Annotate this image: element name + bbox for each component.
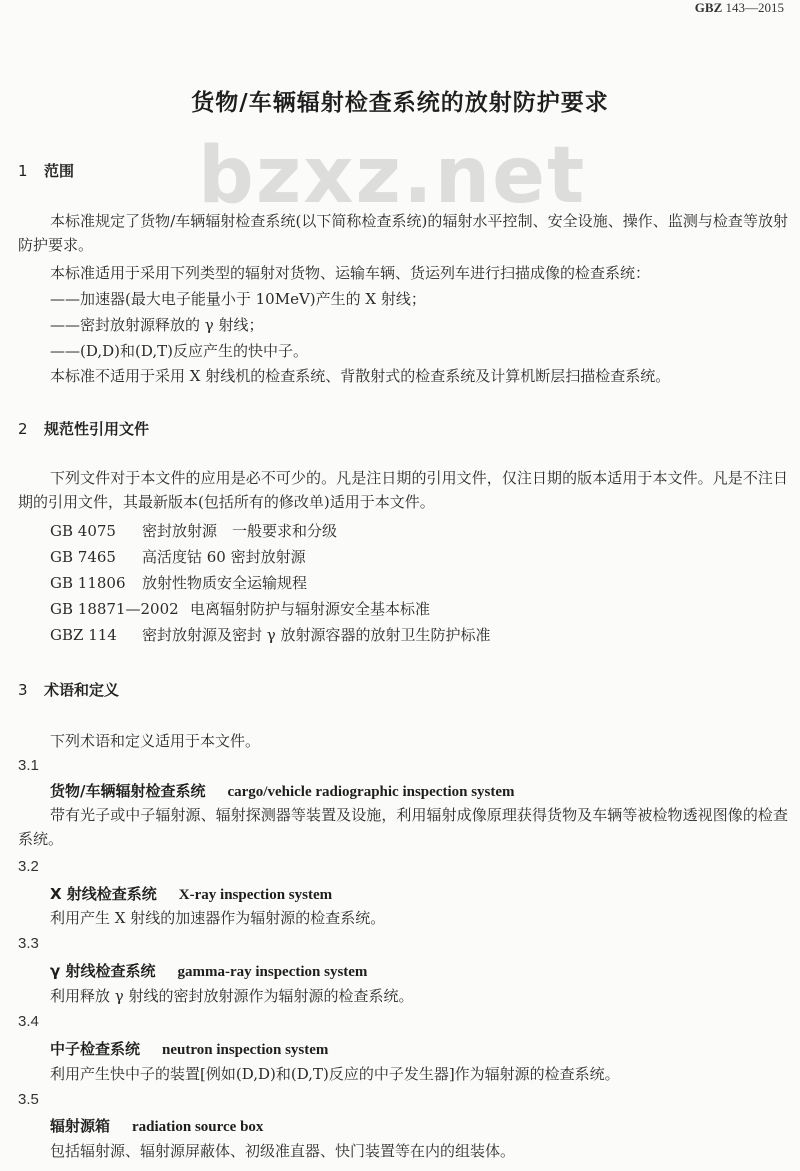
- term-number: 3.3: [18, 935, 39, 952]
- reference-item: [50, 625, 491, 645]
- section-1-heading: [18, 160, 74, 181]
- term-english: neutron inspection system: [162, 1042, 329, 1058]
- term-heading: [50, 960, 367, 981]
- term-definition: 利用产生 X 射线的加速器作为辐射源的检查系统。: [50, 909, 386, 927]
- term-heading: [50, 1038, 328, 1059]
- term-number: 3.4: [18, 1013, 39, 1030]
- term-heading: [50, 883, 332, 904]
- section-title: 规范性引用文件: [44, 420, 150, 438]
- reference-item: [50, 573, 307, 593]
- term-heading: [50, 1115, 263, 1136]
- list-item: ——加速器(最大电子能量小于 10MeV)产生的 X 射线；: [50, 290, 426, 308]
- section-title: 范围: [44, 162, 75, 180]
- term-number: 3.1: [18, 757, 39, 774]
- term-chinese: 中子检查系统: [50, 1040, 141, 1058]
- term-definition: 包括辐射源、辐射源屏蔽体、初级准直器、快门装置等在内的组装体。: [50, 1142, 516, 1160]
- list-item: ——密封放射源释放的 γ 射线；: [50, 316, 264, 334]
- term-definition: 带有光子或中子辐射源、辐射探测器等装置及设施，利用辐射成像原理获得货物及车辆等被检物透视图像的检查系统。: [18, 806, 788, 848]
- reference-item: [50, 599, 430, 619]
- section-number: 3: [18, 681, 28, 699]
- reference-title: 电离辐射防护与辐射源安全基本标准: [190, 600, 431, 618]
- term-heading: [50, 780, 515, 801]
- reference-item: [50, 547, 306, 567]
- section-number: 2: [18, 420, 28, 438]
- term-number: 3.5: [18, 1091, 39, 1108]
- term-english: gamma-ray inspection system: [177, 964, 368, 980]
- term-chinese: X 射线检查系统: [50, 885, 157, 903]
- section-number: 1: [18, 162, 28, 180]
- standard-code: [695, 0, 784, 16]
- reference-code: GB 4075: [50, 522, 116, 540]
- standard-code-number: 143—2015: [725, 0, 784, 15]
- list-item: ——(D,D)和(D,T)反应产生的快中子。: [50, 342, 308, 360]
- term-definition: 利用产生快中子的装置[例如(D,D)和(D,T)反应的中子发生器]作为辐射源的检查系统。: [50, 1065, 620, 1083]
- reference-code: GB 7465: [50, 548, 116, 566]
- term-english: radiation source box: [132, 1119, 264, 1135]
- reference-code: GBZ 114: [50, 626, 117, 644]
- term-english: X-ray inspection system: [178, 887, 333, 903]
- term-definition: 利用释放 γ 射线的密封放射源作为辐射源的检查系统。: [50, 987, 414, 1005]
- reference-title: 高活度钴 60 密封放射源: [142, 548, 306, 566]
- paragraph: 本标准适用于采用下列类型的辐射对货物、运输车辆、货运列车进行扫描成像的检查系统：: [50, 264, 651, 282]
- term-chinese: 货物/车辆辐射检查系统: [50, 782, 206, 800]
- section-3-heading: [18, 679, 119, 700]
- section-2-heading: [18, 418, 149, 439]
- reference-title: 密封放射源 一般要求和分级: [142, 522, 338, 540]
- term-english: cargo/vehicle radiographic inspection system: [227, 784, 515, 800]
- reference-code: GB 11806: [50, 574, 126, 592]
- reference-item: [50, 521, 337, 541]
- term-chinese: 辐射源箱: [50, 1117, 111, 1135]
- section-title: 术语和定义: [44, 681, 120, 699]
- paragraph: 下列文件对于本文件的应用是必不可少的。凡是注日期的引用文件，仅注日期的版本适用于本文件。凡是不注日期的引用文件，其最新版本(包括所有的修改单)适用于本文件。: [18, 469, 788, 511]
- paragraph: 本标准不适用于采用 X 射线机的检查系统、背散射式的检查系统及计算机断层扫描检查系统。: [50, 367, 671, 385]
- reference-title: 放射性物质安全运输规程: [142, 574, 308, 592]
- watermark: bzxz.net: [198, 131, 587, 221]
- reference-code: GB 18871—2002: [50, 600, 179, 618]
- paragraph: 本标准规定了货物/车辆辐射检查系统(以下简称检查系统)的辐射水平控制、安全设施、操作、监测与检查等放射防护要求。: [18, 212, 788, 254]
- standard-code-prefix: GBZ: [694, 0, 723, 15]
- document-title: 货物/车辆辐射检查系统的放射防护要求: [191, 90, 609, 116]
- reference-title: 密封放射源及密封 γ 放射源容器的放射卫生防护标准: [142, 626, 491, 644]
- paragraph: 下列术语和定义适用于本文件。: [50, 732, 261, 750]
- term-number: 3.2: [18, 858, 39, 875]
- term-chinese: γ 射线检查系统: [50, 962, 156, 980]
